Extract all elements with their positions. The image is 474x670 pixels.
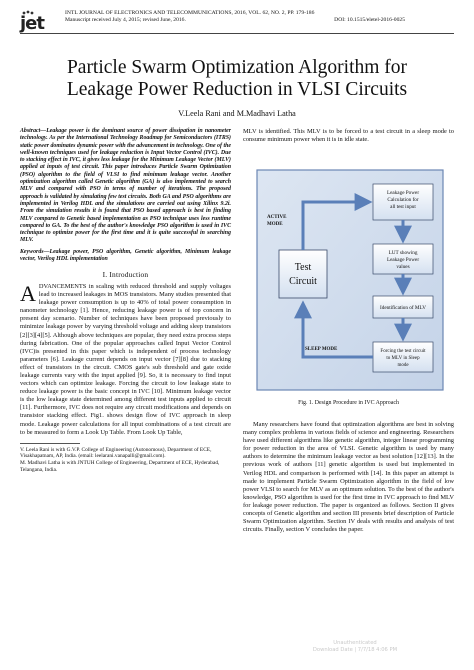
section-heading: I. Introduction (102, 270, 149, 280)
drop-cap: A (20, 280, 36, 306)
journal-logo (20, 8, 60, 36)
abstract-label: Abstract (20, 128, 41, 134)
watermark-line1: Unauthenticated (333, 640, 377, 646)
figure-caption: Fig. 1. Design Procedure in IVC Approach (298, 400, 399, 406)
keywords-label: Keywords (20, 248, 44, 255)
mlv-text: Identification of MLV (380, 305, 426, 311)
forcing-text: Forcing the test circuit to MLV in Sleep mode (380, 349, 426, 368)
paper-title (30, 57, 444, 101)
intro-text: DVANCEMENTS in scaling with reduced threshold and supply voltages lead to increased leakages in MOS transistors. Many studies presented that leakage power consumption is up to 40% of total power consumption in nanometer technology [1]. Hence, reducing leakage power is of top concern in present day scenario. Number of techniques have been proposed previously to minimize leakage power by varying threshold voltage and adding sleep transistors [2][3][4][5]. Although above techniques are popular, they need extra process steps during fabrication. One of the popular approaches called Input Vector Control (IVC)is presented in this paper which is independent of process technology parameters [6]. Leakage current depends on input vector [7][8] due to stacking effect of transistors in the circuit. CMOS gate's sub threshold and gate oxide leakage currents vary with the input applied [9]. So, it is necessary to find input vectors which can optimize leakage. Forcing the circuit to low leakage state to reduce leakage power is the basic concept in IVC [10]. Minimum leakage vector is the low leakage state determined among different test inputs applied to circuit [11]. Furthermore, IVC does not require any circuit modifications and depends on transistor stacking effect. Fig1. shows design flow of IVC approach in sleep mode. Leakage power calculations for all input combinations of a test circuit are to be measured to form a Look Up Table. From Look Up Table, (20, 282, 231, 436)
watermark-line2: Download Date | 7/7/18 4:06 PM (312, 647, 398, 653)
test-circuit-box (279, 250, 327, 298)
title-line2: Leakage Power Reduction in VLSI Circuits (66, 79, 408, 100)
footnote-2: M. Madhavi Latha is with JNTUH College of Engineering, Department of ECE, Hyderabad, Telangana, India. (20, 459, 220, 473)
journal-header (65, 10, 405, 24)
abstract (20, 128, 231, 245)
download-watermark (280, 640, 430, 654)
test-circuit-label-2: Circuit (289, 276, 317, 287)
doi: DOI: 10.1515/eletel-2016-0025 (334, 17, 405, 23)
figure-1 (243, 158, 454, 398)
lut-text: LUT showing Leakage Power values (386, 250, 420, 270)
sleep-mode-label: SLEEP MODE (305, 347, 338, 352)
authors: V.Leela Rani and M.Madhavi Latha (178, 109, 296, 118)
active-mode-label: ACTIVE MODE (267, 215, 287, 227)
intro-paragraph (20, 280, 231, 437)
journal-line2 (65, 17, 405, 24)
header-rule (20, 33, 454, 34)
logo-text: jet (20, 13, 44, 34)
keywords-text: —Leakage power, PSO algorithm, Genetic algorithm, Minimum leakage vector, Verilog HDL implementation (20, 248, 231, 263)
title-line1: Particle Swarm Optimization Algorithm for (66, 57, 408, 78)
journal-line1: INTL JOURNAL OF ELECTRONICS AND TELECOMMUNICATIONS, 2016, VOL. 62, NO. 2, PP. 179-186 (65, 10, 315, 16)
left-column (20, 128, 231, 473)
footnote-1: V. Leela Rani is with G.V.P. College of Engineering (Autonomous), Department of ECE, Visakhapatnam, AP, India. (email: leelarani.vanapalli@gmail.com). (20, 446, 212, 460)
right-column-top: MLV is identified. This MLV is to be forced to a test circuit in a sleep mode to consume minimum power when it is in idle state. (243, 128, 454, 144)
footnote-rule (20, 443, 80, 444)
abstract-text: —Leakage power is the dominant source of power dissipation in nanometer technology. As per the International Technology Roadmap for Semiconductors (ITRS) static power dominates dynamic power with the advancement in technology. One of the well-known techniques used for leakage reduction is Input Vector Control (IVC). Due to stacking effect in IVC, it gives less leakage for the Minimum Leakage Vector (MLV) applied at inputs of test circuit. This paper introduces Particle Swarm Optimization (PSO) algorithm to the field of VLSI to find minimum leakage vector. Another optimization algorithm called Genetic algorithm (GA) is also implemented to search MLV and compared with PSO in terms of number of iterations. The proposed approach is validated by simulating few test circuits. Both GA and PSO algorithms are implemented in Verilog HDL and the simulations are carried out using Xilinx 9.2i. From the simulation results it is found that PSO based approach is best in finding MLV compared to Genetic based implementation as PSO technique uses less runtime compared to GA. To the best of the author's knowledge PSO algorithm is used in IVC technique to optimize power for the first time and it is quite successful in searching MLV. (20, 128, 231, 244)
keywords (20, 249, 231, 264)
manuscript-dates: Manuscript received July 4, 2015; revised June, 2016. (65, 17, 186, 23)
ivc-flow-diagram (243, 158, 454, 398)
test-circuit-label-1: Test (294, 262, 312, 273)
right-column-paragraph: Many researchers have found that optimization algorithms are best in solving many complex problems in various fields of science and engineering. Researchers have used different algorithms like genetic algorithm, integer linear programming for power reduction in the area of VLSI. Genetic algorithm is used by many authors to determine the minimum leakage vector as best solution [12][13]. In the previous work of authors [11] genetic algorithm is used but implemented in Verilog HDL and comparison is performed with [14]. In this paper an attempt is made to implement Particle Swarm Optimization algorithm in the field of low power VLSI to search for MLV as an optimum solution. To the best of the author's knowledge, PSO algorithm is used for the first time in IVC approach to find MLV for leakage power reduction. The paper is organized as follows. Section II gives concepts of Genetic algorithm and section III presents brief description of Particle Swarm Optimization algorithm. Section IV deals with results and analysis of test circuits. Finally, section V concludes the paper. (243, 421, 454, 534)
leakage-calc-text: Leakage Power Calculation for all test input (386, 190, 420, 210)
